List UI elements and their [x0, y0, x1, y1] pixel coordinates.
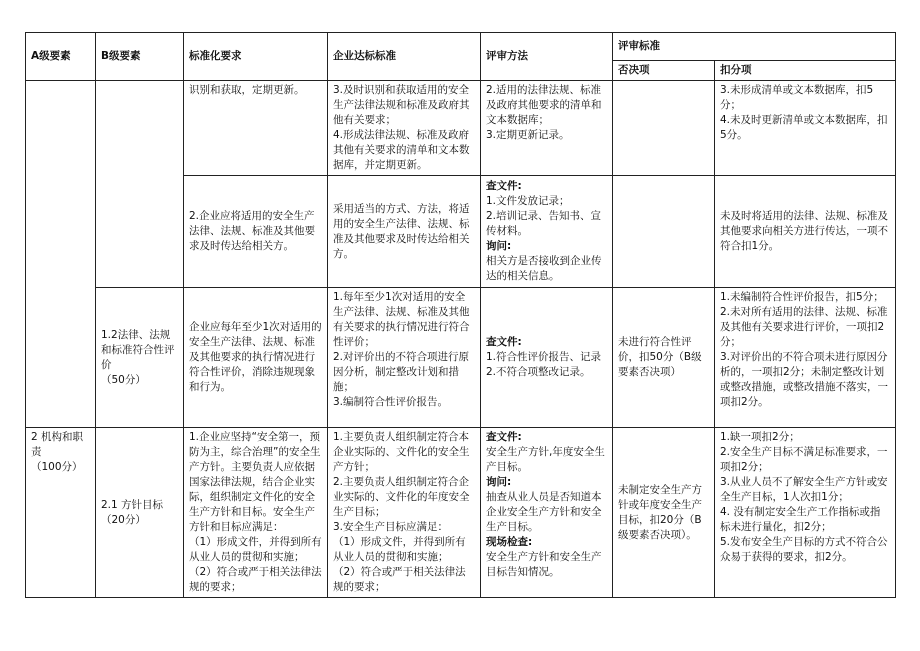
inquiry-label: 询问: [486, 240, 512, 252]
check-documents-label: 查文件: [486, 336, 522, 348]
standard-cell: 2.企业应将适用的安全生产法律、法规、标准及其他要求及时传达给相关方。 [184, 176, 328, 288]
b-element-cell: 2.1 方针目标 （20分） [96, 428, 184, 598]
standard-cell: 1.企业应坚持“安全第一，预防为主，综合治理”的安全生产方针。主要负责人应依据国家法律法规，结合企业实际，组织制定文件化的安全生产方针和目标。安全生产方针和目标应满足： （1）形成文件，并得到所有从业人员的贯彻和实施； （2）符合或严于相关法律法规的要求； [184, 428, 328, 598]
header-veto-item: 否决项 [613, 61, 715, 81]
deduction-cell: 未及时将适用的法律、法规、标准及其他要求向相关方进行传达，一项不符合扣1分。 [715, 176, 896, 288]
check-documents-label: 查文件: [486, 180, 522, 192]
table-row [26, 81, 896, 176]
veto-cell [613, 176, 715, 288]
method-text: 1.符合性评价报告、记录 2.不符合项整改记录。 [486, 351, 602, 378]
method-text: 抽查从业人员是否知道本企业安全生产方针和安全生产目标。 [486, 491, 602, 533]
header-review-method: 评审方法 [481, 33, 613, 81]
method-text: 1.文件发放记录； 2.培训记录、告知书、宣传材料。 [486, 195, 602, 237]
veto-cell: 未进行符合性评价，扣50分（B级要素否决项） [613, 288, 715, 428]
enterprise-standard-cell: 采用适当的方式、方法，将适用的安全生产法律、法规、标准及其他要求及时传达给相关方。 [328, 176, 481, 288]
a-element-cell [26, 81, 96, 428]
header-deduction-item: 扣分项 [715, 61, 896, 81]
header-review-criteria: 评审标准 [613, 33, 896, 61]
deduction-cell: 1.未编制符合性评价报告，扣5分； 2.未对所有适用的法律、法规、标准及其他有关要求进行评价，一项扣2分； 3.对评价出的不符合项未进行原因分析的，一项扣2分；未制定整改计划或整改措施，或整改措施不落实，一项扣2分。 [715, 288, 896, 428]
table-row [26, 288, 896, 428]
method-text: 安全生产方针,年度安全生产目标。 [486, 446, 605, 473]
header-standard-requirement: 标准化要求 [184, 33, 328, 81]
a-element-cell: 2 机构和职责 （100分） [26, 428, 96, 598]
veto-cell: 未制定安全生产方针或年度安全生产目标，扣20分（B级要素否决项）。 [613, 428, 715, 598]
review-method-cell [481, 288, 613, 428]
table-row [26, 428, 896, 598]
review-method-cell [481, 428, 613, 598]
deduction-cell: 1.缺一项扣2分； 2.安全生产目标不满足标准要求，一项扣2分； 3.从业人员不了解安全生产方针或安全生产目标，1人次扣1分； 4. 没有制定安全生产工作指标或指标未进行量化，扣2分； 5.发布安全生产目标的方式不符合公众易于获得的要求，扣2分。 [715, 428, 896, 598]
method-text: 安全生产方针和安全生产目标告知情况。 [486, 551, 602, 578]
b-element-cell [96, 81, 184, 288]
check-documents-label: 查文件: [486, 431, 522, 443]
method-text: 相关方是否接收到企业传达的相关信息。 [486, 255, 602, 282]
standard-cell: 企业应每年至少1次对适用的安全生产法律、法规、标准及其他要求的执行情况进行符合性评价，消除违规现象和行为。 [184, 288, 328, 428]
enterprise-standard-cell: 1.每年至少1次对适用的安全生产法律、法规、标准及其他有关要求的执行情况进行符合性评价； 2.对评价出的不符合项进行原因分析，制定整改计划和措施； 3.编制符合性评价报告。 [328, 288, 481, 428]
enterprise-standard-cell: 1.主要负责人组织制定符合本企业实际的、文件化的安全生产方针； 2.主要负责人组织制定符合企业实际的、文件化的年度安全生产目标； 3.安全生产目标应满足： （1）形成文件，并得到所有从业人员的贯彻和实施； （2）符合或严于相关法律法规的要求； [328, 428, 481, 598]
deduction-cell: 3.未形成清单或文本数据库，扣5分； 4.未及时更新清单或文本数据库，扣5分。 [715, 81, 896, 176]
review-method-cell: 2.适用的法律法规、标准及政府其他要求的清单和文本数据库； 3.定期更新记录。 [481, 81, 613, 176]
veto-cell [613, 81, 715, 176]
standard-cell: 识别和获取，定期更新。 [184, 81, 328, 176]
review-method-cell [481, 176, 613, 288]
enterprise-standard-cell: 3.及时识别和获取适用的安全生产法律法规和标准及政府其他有关要求； 4.形成法律法规、标准及政府其他有关要求的清单和文本数据库，并定期更新。 [328, 81, 481, 176]
header-enterprise-standard: 企业达标标准 [328, 33, 481, 81]
site-inspection-label: 现场检查: [486, 536, 533, 548]
safety-standard-table [25, 32, 896, 598]
header-b-element: B级要素 [96, 33, 184, 81]
inquiry-label: 询问: [486, 476, 512, 488]
b-element-cell: 1.2法律、法规和标准符合性评价 （50分） [96, 288, 184, 428]
header-a-element: A级要素 [26, 33, 96, 81]
